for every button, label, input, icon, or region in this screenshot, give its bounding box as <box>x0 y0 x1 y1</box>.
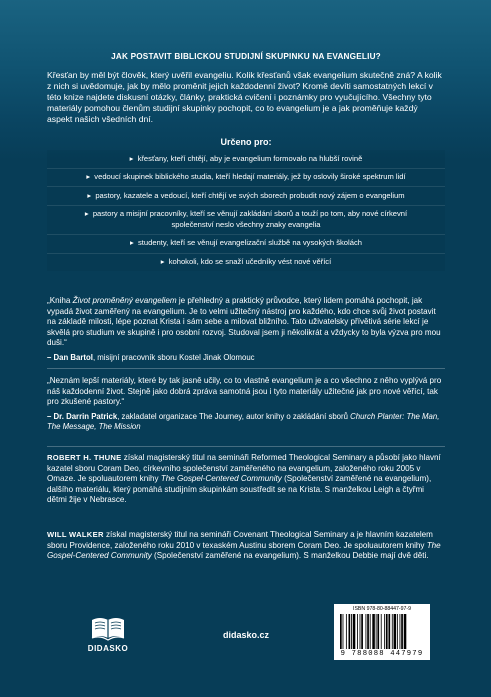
publisher-logo <box>84 614 132 656</box>
author-name: WILL WALKER <box>47 530 104 539</box>
ean-digits: 9 788088 447979 <box>340 650 424 658</box>
audience-item: ▸ kohokoli, kdo se snaží učedníky vést nové věřící <box>47 254 445 272</box>
audience-list <box>47 150 445 271</box>
bullet-icon: ▸ <box>160 257 165 267</box>
quote-attribution: – Dr. Darrin Patrick, zakladatel organizace The Journey, autor knihy o zakládání sborů Church Planter: The Man, The Message, The Mission <box>47 411 440 431</box>
headline: JAK POSTAVIT BIBLICKOU STUDIJNÍ SKUPINKU NA EVANGELIU? <box>111 52 381 61</box>
audience-heading: Určeno pro: <box>220 137 272 147</box>
audience-item: ▸ vedoucí skupinek biblického studia, kteří hledají materiály, jež by oslovily široké spektrum lidí <box>47 169 445 188</box>
author-name: ROBERT H. THUNE <box>47 453 122 462</box>
bullet-icon: ▸ <box>129 153 134 163</box>
barcode-bars <box>339 614 425 649</box>
audience-item: ▸ pastory a misijní pracovníky, kteří se věnují zakládání sborů a touží po tom, aby nové církevní společenství neslo všechny znaky evangelia <box>47 206 445 235</box>
author-bio-1: ROBERT H. THUNE získal magisterský titul na semináři Reformed Theological Seminary a působí jako hlavní kazatel sboru Coram Deo, církevního společenství zaměřeného na evangelium, založeného roku 2005 v Omaze. Je spoluautorem knihy The Gospel-Centered Community (Společenství zaměřené na evangelium), dalšího materiálu, který pomáhá studijním skupinkám soustředit se na Krista. S manželkou Leigh a čtyřmi dětmi žije v Nebrasce. <box>47 453 441 504</box>
section-divider <box>47 368 445 369</box>
book-title: The Gospel-Centered Community <box>47 540 441 560</box>
bullet-icon: ▸ <box>84 209 89 219</box>
bullet-icon: ▸ <box>86 172 91 182</box>
quote-book-title: Život proměněný evangeliem <box>72 296 177 305</box>
isbn-barcode <box>334 604 430 660</box>
audience-item: ▸ pastory, kazatele a vedoucí, kteří chtějí ve svých sborech probudit nový zájem o evangelium <box>47 187 445 206</box>
quote-book-title: Church Planter: The Man, The Message, The Mission <box>47 411 440 431</box>
quote-author: – Dan Bartol <box>47 352 93 362</box>
book-title: The Gospel-Centered Community <box>160 474 282 483</box>
section-divider <box>47 446 445 447</box>
endorsement-quote-1 <box>47 296 445 363</box>
author-bio-2: WILL WALKER získal magisterský titul na semináři Covenant Theological Seminary a je hlavním kazatelem sboru Providence, založeného roku 2010 v texaském Austinu sborem Coram Deo. Je spoluautorem knihy The Gospel-Centered Community (Společenství zaměřené na evangelium). S manželkou Debbie mají dvě děti. <box>47 530 441 560</box>
quote-text: „Kniha Život proměněný evangeliem je přehledný a praktický průvodce, který lidem pomáhá pochopit, jak vypadá život zaměřený na evangelium. Je to velmi užitečný nástroj pro každého, kdo chce svůj život postavit na základě milosti, lépe poznat Krista i sám sebe a milovat bližního. Tato uživatelsky přívětivá série lekcí je skvělá pro studium ve skupině i pro osobní rozvoj. Studoval jsem ji několikrát a vždycky to byla výzva pro mou duši.“ <box>47 296 441 347</box>
quote-attribution: – Dan Bartol, misijní pracovník sboru Kostel Jinak Olomouc <box>47 352 255 362</box>
bullet-icon: ▸ <box>87 190 92 200</box>
isbn-text: ISBN 978-80-88447-97-9 <box>353 606 411 612</box>
publisher-name: DIDASKO <box>87 644 129 653</box>
audience-item: ▸ křesťany, kteří chtějí, aby je evangelium formovalo na hlubší rovině <box>47 150 445 169</box>
endorsement-quote-2 <box>47 376 445 432</box>
website: didasko.cz <box>222 630 269 640</box>
bullet-icon: ▸ <box>130 238 134 248</box>
audience-item: ▸ studenty, kteří se věnují evangelizační službě na vysokých školách <box>47 235 445 254</box>
intro-paragraph: Křesťan by měl být člověk, který uvěřil evangeliu. Kolik křesťanů však evangelium skutečně zná? A kolik z nich si uvědomuje, jak by mělo proměnit jejich každodenní život? Kromě devíti samostatných lekcí v této knize najdete diskusní otázky, články, praktická cvičení i poznámky pro vyučujícího. Všechny tyto materiály pomohou členům studijní skupinky pochopit, co to evangelium je a jak proměňuje každý aspekt našich všedních dní. <box>47 70 442 124</box>
quote-author: – Dr. Darrin Patrick <box>47 411 118 421</box>
open-book-icon <box>90 614 126 642</box>
quote-text: „Neznám lepší materiály, které by tak jasně učily, co to vlastně evangelium je a co všechno z něho vyplývá pro náš každodenní život. Stejně jako dobrá zpráva samotná jsou i tyto materiály užitečné jak pro nové věřící, tak pro zkušené pastory.“ <box>47 376 442 406</box>
